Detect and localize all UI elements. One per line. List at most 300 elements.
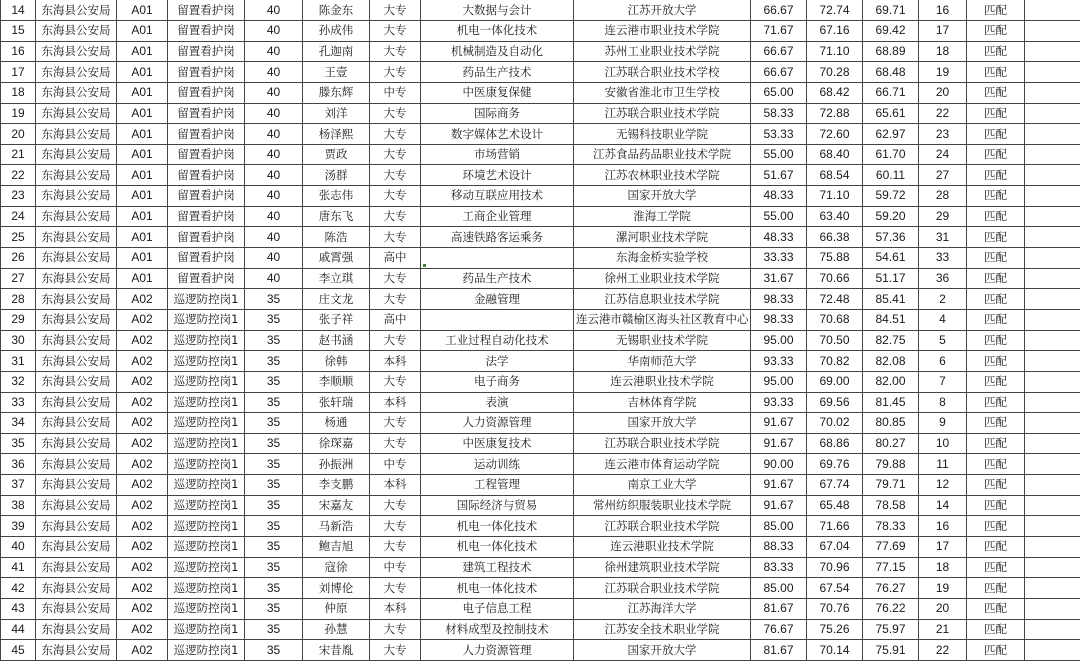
major-cell: 市场营销 bbox=[421, 144, 574, 165]
empty-cell bbox=[1025, 103, 1080, 124]
empty-cell bbox=[1025, 516, 1080, 537]
unit-cell: 东海县公安局 bbox=[36, 124, 117, 145]
post-code-cell: A02 bbox=[117, 475, 168, 496]
education-cell: 中专 bbox=[370, 557, 421, 578]
written-score-cell: 55.00 bbox=[751, 206, 807, 227]
school-cell: 江苏安全技术职业学院 bbox=[574, 619, 751, 640]
row-number-cell: 41 bbox=[1, 557, 36, 578]
post-name-cell: 留置看护岗 bbox=[168, 103, 245, 124]
education-cell: 中专 bbox=[370, 454, 421, 475]
education-cell: 大专 bbox=[370, 495, 421, 516]
post-code-cell: A02 bbox=[117, 413, 168, 434]
result-cell: 匹配 bbox=[967, 557, 1025, 578]
unit-cell: 东海县公安局 bbox=[36, 309, 117, 330]
table-row bbox=[1, 330, 1080, 351]
post-name-cell: 巡逻防控岗1 bbox=[168, 495, 245, 516]
recruit-count-cell: 40 bbox=[245, 248, 303, 269]
education-cell: 大专 bbox=[370, 371, 421, 392]
rank-cell: 8 bbox=[919, 392, 967, 413]
row-number-cell: 27 bbox=[1, 268, 36, 289]
post-code-cell: A02 bbox=[117, 516, 168, 537]
recruit-count-cell: 40 bbox=[245, 21, 303, 42]
total-score-cell: 85.41 bbox=[863, 289, 919, 310]
unit-cell: 东海县公安局 bbox=[36, 392, 117, 413]
school-cell: 华南师范大学 bbox=[574, 351, 751, 372]
table-row bbox=[1, 413, 1080, 434]
post-code-cell: A02 bbox=[117, 619, 168, 640]
table-row bbox=[1, 578, 1080, 599]
result-cell: 匹配 bbox=[967, 21, 1025, 42]
post-name-cell: 留置看护岗 bbox=[168, 248, 245, 269]
candidate-name-cell: 庄文龙 bbox=[303, 289, 370, 310]
total-score-cell: 66.71 bbox=[863, 82, 919, 103]
major-cell: 人力资源管理 bbox=[421, 640, 574, 661]
major-cell: 中医康复技术 bbox=[421, 433, 574, 454]
major-cell: 工程管理 bbox=[421, 475, 574, 496]
result-cell: 匹配 bbox=[967, 371, 1025, 392]
interview-score-cell: 69.56 bbox=[807, 392, 863, 413]
table-row bbox=[1, 454, 1080, 475]
unit-cell: 东海县公安局 bbox=[36, 413, 117, 434]
empty-cell bbox=[1025, 413, 1080, 434]
result-cell: 匹配 bbox=[967, 475, 1025, 496]
total-score-cell: 59.72 bbox=[863, 186, 919, 207]
post-code-cell: A01 bbox=[117, 248, 168, 269]
rank-cell: 19 bbox=[919, 578, 967, 599]
post-name-cell: 巡逻防控岗1 bbox=[168, 330, 245, 351]
candidate-name-cell: 贾政 bbox=[303, 144, 370, 165]
major-cell: 数字媒体艺术设计 bbox=[421, 124, 574, 145]
major-cell: 金融管理 bbox=[421, 289, 574, 310]
table-row bbox=[1, 516, 1080, 537]
unit-cell: 东海县公安局 bbox=[36, 454, 117, 475]
table-row bbox=[1, 351, 1080, 372]
total-score-cell: 84.51 bbox=[863, 309, 919, 330]
school-cell: 江苏农林职业技术学院 bbox=[574, 165, 751, 186]
written-score-cell: 66.67 bbox=[751, 0, 807, 21]
candidate-name-cell: 鲍吉旭 bbox=[303, 537, 370, 558]
unit-cell: 东海县公安局 bbox=[36, 330, 117, 351]
empty-cell bbox=[1025, 351, 1080, 372]
school-cell: 江苏联合职业技术学院 bbox=[574, 433, 751, 454]
major-cell: 国际商务 bbox=[421, 103, 574, 124]
result-cell: 匹配 bbox=[967, 124, 1025, 145]
education-cell: 高中 bbox=[370, 309, 421, 330]
candidate-name-cell: 孔迦南 bbox=[303, 41, 370, 62]
education-cell: 大专 bbox=[370, 21, 421, 42]
empty-cell bbox=[1025, 62, 1080, 83]
total-score-cell: 79.71 bbox=[863, 475, 919, 496]
major-cell: 电子信息工程 bbox=[421, 598, 574, 619]
total-score-cell: 61.70 bbox=[863, 144, 919, 165]
education-cell: 大专 bbox=[370, 619, 421, 640]
total-score-cell: 82.75 bbox=[863, 330, 919, 351]
empty-cell bbox=[1025, 309, 1080, 330]
written-score-cell: 98.33 bbox=[751, 289, 807, 310]
recruit-count-cell: 40 bbox=[245, 144, 303, 165]
school-cell: 江苏食品药品职业技术学院 bbox=[574, 144, 751, 165]
rank-cell: 18 bbox=[919, 41, 967, 62]
unit-cell: 东海县公安局 bbox=[36, 598, 117, 619]
education-cell: 本科 bbox=[370, 392, 421, 413]
school-cell: 安徽省淮北市卫生学校 bbox=[574, 82, 751, 103]
post-code-cell: A01 bbox=[117, 62, 168, 83]
recruit-count-cell: 35 bbox=[245, 557, 303, 578]
interview-score-cell: 72.60 bbox=[807, 124, 863, 145]
table-row bbox=[1, 392, 1080, 413]
total-score-cell: 65.61 bbox=[863, 103, 919, 124]
empty-cell bbox=[1025, 433, 1080, 454]
rank-cell: 14 bbox=[919, 495, 967, 516]
row-number-cell: 34 bbox=[1, 413, 36, 434]
table-row bbox=[1, 619, 1080, 640]
interview-score-cell: 68.54 bbox=[807, 165, 863, 186]
interview-score-cell: 67.16 bbox=[807, 21, 863, 42]
empty-cell bbox=[1025, 227, 1080, 248]
post-name-cell: 巡逻防控岗1 bbox=[168, 537, 245, 558]
table-row bbox=[1, 41, 1080, 62]
school-cell: 连云港市赣榆区海头社区教育中心 bbox=[574, 309, 751, 330]
table-row bbox=[1, 537, 1080, 558]
table-row bbox=[1, 165, 1080, 186]
post-code-cell: A02 bbox=[117, 371, 168, 392]
school-cell: 连云港市职业技术学院 bbox=[574, 21, 751, 42]
rank-cell: 16 bbox=[919, 516, 967, 537]
result-cell: 匹配 bbox=[967, 413, 1025, 434]
table-row bbox=[1, 21, 1080, 42]
post-name-cell: 巡逻防控岗1 bbox=[168, 598, 245, 619]
written-score-cell: 85.00 bbox=[751, 578, 807, 599]
school-cell: 江苏联合职业技术学院 bbox=[574, 103, 751, 124]
major-cell: 材料成型及控制技术 bbox=[421, 619, 574, 640]
post-code-cell: A01 bbox=[117, 268, 168, 289]
unit-cell: 东海县公安局 bbox=[36, 62, 117, 83]
post-code-cell: A02 bbox=[117, 392, 168, 413]
education-cell: 本科 bbox=[370, 351, 421, 372]
written-score-cell: 93.33 bbox=[751, 351, 807, 372]
rank-cell: 23 bbox=[919, 124, 967, 145]
interview-score-cell: 67.74 bbox=[807, 475, 863, 496]
table-row bbox=[1, 124, 1080, 145]
row-number-cell: 16 bbox=[1, 41, 36, 62]
recruit-count-cell: 40 bbox=[245, 0, 303, 21]
total-score-cell: 57.36 bbox=[863, 227, 919, 248]
post-name-cell: 留置看护岗 bbox=[168, 144, 245, 165]
written-score-cell: 91.67 bbox=[751, 495, 807, 516]
school-cell: 江苏开放大学 bbox=[574, 0, 751, 21]
rank-cell: 21 bbox=[919, 619, 967, 640]
total-score-cell: 79.88 bbox=[863, 454, 919, 475]
unit-cell: 东海县公安局 bbox=[36, 557, 117, 578]
empty-cell bbox=[1025, 248, 1080, 269]
unit-cell: 东海县公安局 bbox=[36, 289, 117, 310]
written-score-cell: 51.67 bbox=[751, 165, 807, 186]
empty-cell bbox=[1025, 537, 1080, 558]
result-cell: 匹配 bbox=[967, 268, 1025, 289]
recruit-count-cell: 35 bbox=[245, 640, 303, 661]
interview-score-cell: 63.40 bbox=[807, 206, 863, 227]
candidate-name-cell: 徐琛嘉 bbox=[303, 433, 370, 454]
rank-cell: 22 bbox=[919, 640, 967, 661]
result-cell: 匹配 bbox=[967, 289, 1025, 310]
written-score-cell: 76.67 bbox=[751, 619, 807, 640]
result-cell: 匹配 bbox=[967, 248, 1025, 269]
result-cell: 匹配 bbox=[967, 330, 1025, 351]
post-code-cell: A01 bbox=[117, 0, 168, 21]
major-cell: 药品生产技术 bbox=[421, 62, 574, 83]
row-number-cell: 45 bbox=[1, 640, 36, 661]
post-code-cell: A01 bbox=[117, 41, 168, 62]
candidate-name-cell: 徐韩 bbox=[303, 351, 370, 372]
major-cell: 工业过程自动化技术 bbox=[421, 330, 574, 351]
table-row bbox=[1, 475, 1080, 496]
school-cell: 国家开放大学 bbox=[574, 640, 751, 661]
row-number-cell: 24 bbox=[1, 206, 36, 227]
unit-cell: 东海县公安局 bbox=[36, 433, 117, 454]
interview-score-cell: 71.10 bbox=[807, 186, 863, 207]
education-cell: 本科 bbox=[370, 475, 421, 496]
recruit-count-cell: 35 bbox=[245, 289, 303, 310]
result-cell: 匹配 bbox=[967, 619, 1025, 640]
recruit-count-cell: 35 bbox=[245, 392, 303, 413]
written-score-cell: 58.33 bbox=[751, 103, 807, 124]
written-score-cell: 81.67 bbox=[751, 640, 807, 661]
post-code-cell: A02 bbox=[117, 433, 168, 454]
table-row bbox=[1, 62, 1080, 83]
result-cell: 匹配 bbox=[967, 516, 1025, 537]
rank-cell: 17 bbox=[919, 537, 967, 558]
written-score-cell: 65.00 bbox=[751, 82, 807, 103]
rank-cell: 5 bbox=[919, 330, 967, 351]
post-code-cell: A02 bbox=[117, 495, 168, 516]
empty-cell bbox=[1025, 186, 1080, 207]
rank-cell: 4 bbox=[919, 309, 967, 330]
total-score-cell: 75.91 bbox=[863, 640, 919, 661]
post-name-cell: 巡逻防控岗1 bbox=[168, 289, 245, 310]
post-name-cell: 巡逻防控岗1 bbox=[168, 454, 245, 475]
recruit-count-cell: 35 bbox=[245, 475, 303, 496]
major-cell: 机械制造及自动化 bbox=[421, 41, 574, 62]
interview-score-cell: 67.04 bbox=[807, 537, 863, 558]
recruit-count-cell: 35 bbox=[245, 619, 303, 640]
total-score-cell: 59.20 bbox=[863, 206, 919, 227]
candidate-name-cell: 孙成伟 bbox=[303, 21, 370, 42]
table-row bbox=[1, 495, 1080, 516]
education-cell: 大专 bbox=[370, 186, 421, 207]
empty-cell bbox=[1025, 21, 1080, 42]
candidate-name-cell: 马新浩 bbox=[303, 516, 370, 537]
table-row bbox=[1, 289, 1080, 310]
written-score-cell: 91.67 bbox=[751, 475, 807, 496]
school-cell: 江苏联合职业技术学院 bbox=[574, 578, 751, 599]
row-number-cell: 42 bbox=[1, 578, 36, 599]
post-code-cell: A01 bbox=[117, 21, 168, 42]
row-number-cell: 21 bbox=[1, 144, 36, 165]
rank-cell: 7 bbox=[919, 371, 967, 392]
school-cell: 无锡职业技术学院 bbox=[574, 330, 751, 351]
unit-cell: 东海县公安局 bbox=[36, 227, 117, 248]
school-cell: 江苏海洋大学 bbox=[574, 598, 751, 619]
major-cell: 移动互联应用技术 bbox=[421, 186, 574, 207]
unit-cell: 东海县公安局 bbox=[36, 206, 117, 227]
post-code-cell: A02 bbox=[117, 454, 168, 475]
interview-score-cell: 71.10 bbox=[807, 41, 863, 62]
post-name-cell: 留置看护岗 bbox=[168, 0, 245, 21]
recruit-count-cell: 40 bbox=[245, 268, 303, 289]
empty-cell bbox=[1025, 640, 1080, 661]
row-number-cell: 43 bbox=[1, 598, 36, 619]
table-row bbox=[1, 82, 1080, 103]
result-cell: 匹配 bbox=[967, 41, 1025, 62]
total-score-cell: 77.69 bbox=[863, 537, 919, 558]
recruit-count-cell: 35 bbox=[245, 454, 303, 475]
rank-cell: 27 bbox=[919, 165, 967, 186]
empty-cell bbox=[1025, 144, 1080, 165]
row-number-cell: 17 bbox=[1, 62, 36, 83]
total-score-cell: 69.71 bbox=[863, 0, 919, 21]
rank-cell: 17 bbox=[919, 21, 967, 42]
unit-cell: 东海县公安局 bbox=[36, 516, 117, 537]
row-number-cell: 14 bbox=[1, 0, 36, 21]
unit-cell: 东海县公安局 bbox=[36, 537, 117, 558]
result-cell: 匹配 bbox=[967, 537, 1025, 558]
unit-cell: 东海县公安局 bbox=[36, 640, 117, 661]
table-row bbox=[1, 309, 1080, 330]
recruit-count-cell: 40 bbox=[245, 186, 303, 207]
post-code-cell: A02 bbox=[117, 351, 168, 372]
interview-score-cell: 70.68 bbox=[807, 309, 863, 330]
total-score-cell: 76.27 bbox=[863, 578, 919, 599]
recruit-count-cell: 35 bbox=[245, 495, 303, 516]
post-name-cell: 巡逻防控岗1 bbox=[168, 433, 245, 454]
candidate-name-cell: 李立琪 bbox=[303, 268, 370, 289]
major-cell bbox=[421, 248, 574, 269]
candidate-name-cell: 王壹 bbox=[303, 62, 370, 83]
recruit-count-cell: 35 bbox=[245, 371, 303, 392]
major-cell: 大数据与会计 bbox=[421, 0, 574, 21]
empty-cell bbox=[1025, 598, 1080, 619]
unit-cell: 东海县公安局 bbox=[36, 103, 117, 124]
row-number-cell: 22 bbox=[1, 165, 36, 186]
recruit-count-cell: 40 bbox=[245, 103, 303, 124]
unit-cell: 东海县公安局 bbox=[36, 21, 117, 42]
total-score-cell: 69.42 bbox=[863, 21, 919, 42]
candidate-name-cell: 刘洋 bbox=[303, 103, 370, 124]
rank-cell: 36 bbox=[919, 268, 967, 289]
total-score-cell: 51.17 bbox=[863, 268, 919, 289]
written-score-cell: 85.00 bbox=[751, 516, 807, 537]
interview-score-cell: 65.48 bbox=[807, 495, 863, 516]
candidate-name-cell: 张志伟 bbox=[303, 186, 370, 207]
interview-score-cell: 68.42 bbox=[807, 82, 863, 103]
major-cell: 中医康复保健 bbox=[421, 82, 574, 103]
recruit-count-cell: 35 bbox=[245, 309, 303, 330]
empty-cell bbox=[1025, 330, 1080, 351]
empty-cell bbox=[1025, 124, 1080, 145]
result-cell: 匹配 bbox=[967, 186, 1025, 207]
post-code-cell: A01 bbox=[117, 82, 168, 103]
major-cell: 药品生产技术 bbox=[421, 268, 574, 289]
post-name-cell: 巡逻防控岗1 bbox=[168, 309, 245, 330]
result-cell: 匹配 bbox=[967, 309, 1025, 330]
candidate-name-cell: 寇徐 bbox=[303, 557, 370, 578]
row-number-cell: 25 bbox=[1, 227, 36, 248]
education-cell: 大专 bbox=[370, 206, 421, 227]
row-number-cell: 23 bbox=[1, 186, 36, 207]
post-code-cell: A02 bbox=[117, 330, 168, 351]
unit-cell: 东海县公安局 bbox=[36, 351, 117, 372]
education-cell: 大专 bbox=[370, 227, 421, 248]
candidate-name-cell: 张轩瑞 bbox=[303, 392, 370, 413]
education-cell: 大专 bbox=[370, 62, 421, 83]
school-cell: 国家开放大学 bbox=[574, 186, 751, 207]
unit-cell: 东海县公安局 bbox=[36, 82, 117, 103]
table-row bbox=[1, 433, 1080, 454]
post-name-cell: 留置看护岗 bbox=[168, 165, 245, 186]
major-cell: 高速铁路客运乘务 bbox=[421, 227, 574, 248]
major-cell: 人力资源管理 bbox=[421, 413, 574, 434]
row-number-cell: 26 bbox=[1, 248, 36, 269]
interview-score-cell: 70.02 bbox=[807, 413, 863, 434]
empty-cell bbox=[1025, 619, 1080, 640]
written-score-cell: 88.33 bbox=[751, 537, 807, 558]
empty-cell bbox=[1025, 392, 1080, 413]
interview-score-cell: 69.76 bbox=[807, 454, 863, 475]
result-cell: 匹配 bbox=[967, 62, 1025, 83]
rank-cell: 20 bbox=[919, 598, 967, 619]
post-name-cell: 巡逻防控岗1 bbox=[168, 578, 245, 599]
interview-score-cell: 70.50 bbox=[807, 330, 863, 351]
interview-score-cell: 72.74 bbox=[807, 0, 863, 21]
interview-score-cell: 70.28 bbox=[807, 62, 863, 83]
post-code-cell: A01 bbox=[117, 103, 168, 124]
post-code-cell: A01 bbox=[117, 165, 168, 186]
table-row bbox=[1, 0, 1080, 21]
candidate-name-cell: 唐东飞 bbox=[303, 206, 370, 227]
candidate-name-cell: 汤群 bbox=[303, 165, 370, 186]
major-cell: 表演 bbox=[421, 392, 574, 413]
school-cell: 江苏联合职业技术学院 bbox=[574, 516, 751, 537]
table-row bbox=[1, 557, 1080, 578]
education-cell: 高中 bbox=[370, 248, 421, 269]
education-cell: 大专 bbox=[370, 268, 421, 289]
empty-cell bbox=[1025, 495, 1080, 516]
result-cell: 匹配 bbox=[967, 227, 1025, 248]
recruit-count-cell: 40 bbox=[245, 206, 303, 227]
recruit-count-cell: 40 bbox=[245, 165, 303, 186]
education-cell: 大专 bbox=[370, 144, 421, 165]
written-score-cell: 83.33 bbox=[751, 557, 807, 578]
unit-cell: 东海县公安局 bbox=[36, 186, 117, 207]
empty-cell bbox=[1025, 206, 1080, 227]
school-cell: 徐州建筑职业技术学院 bbox=[574, 557, 751, 578]
interview-score-cell: 70.66 bbox=[807, 268, 863, 289]
school-cell: 徐州工业职业技术学院 bbox=[574, 268, 751, 289]
education-cell: 大专 bbox=[370, 413, 421, 434]
education-cell: 大专 bbox=[370, 165, 421, 186]
school-cell: 东海金桥实验学校 bbox=[574, 248, 751, 269]
post-name-cell: 巡逻防控岗1 bbox=[168, 351, 245, 372]
row-number-cell: 20 bbox=[1, 124, 36, 145]
interview-score-cell: 71.66 bbox=[807, 516, 863, 537]
interview-score-cell: 70.82 bbox=[807, 351, 863, 372]
written-score-cell: 91.67 bbox=[751, 433, 807, 454]
candidate-name-cell: 陈浩 bbox=[303, 227, 370, 248]
recruit-count-cell: 40 bbox=[245, 227, 303, 248]
education-cell: 大专 bbox=[370, 640, 421, 661]
result-cell: 匹配 bbox=[967, 578, 1025, 599]
rank-cell: 2 bbox=[919, 289, 967, 310]
